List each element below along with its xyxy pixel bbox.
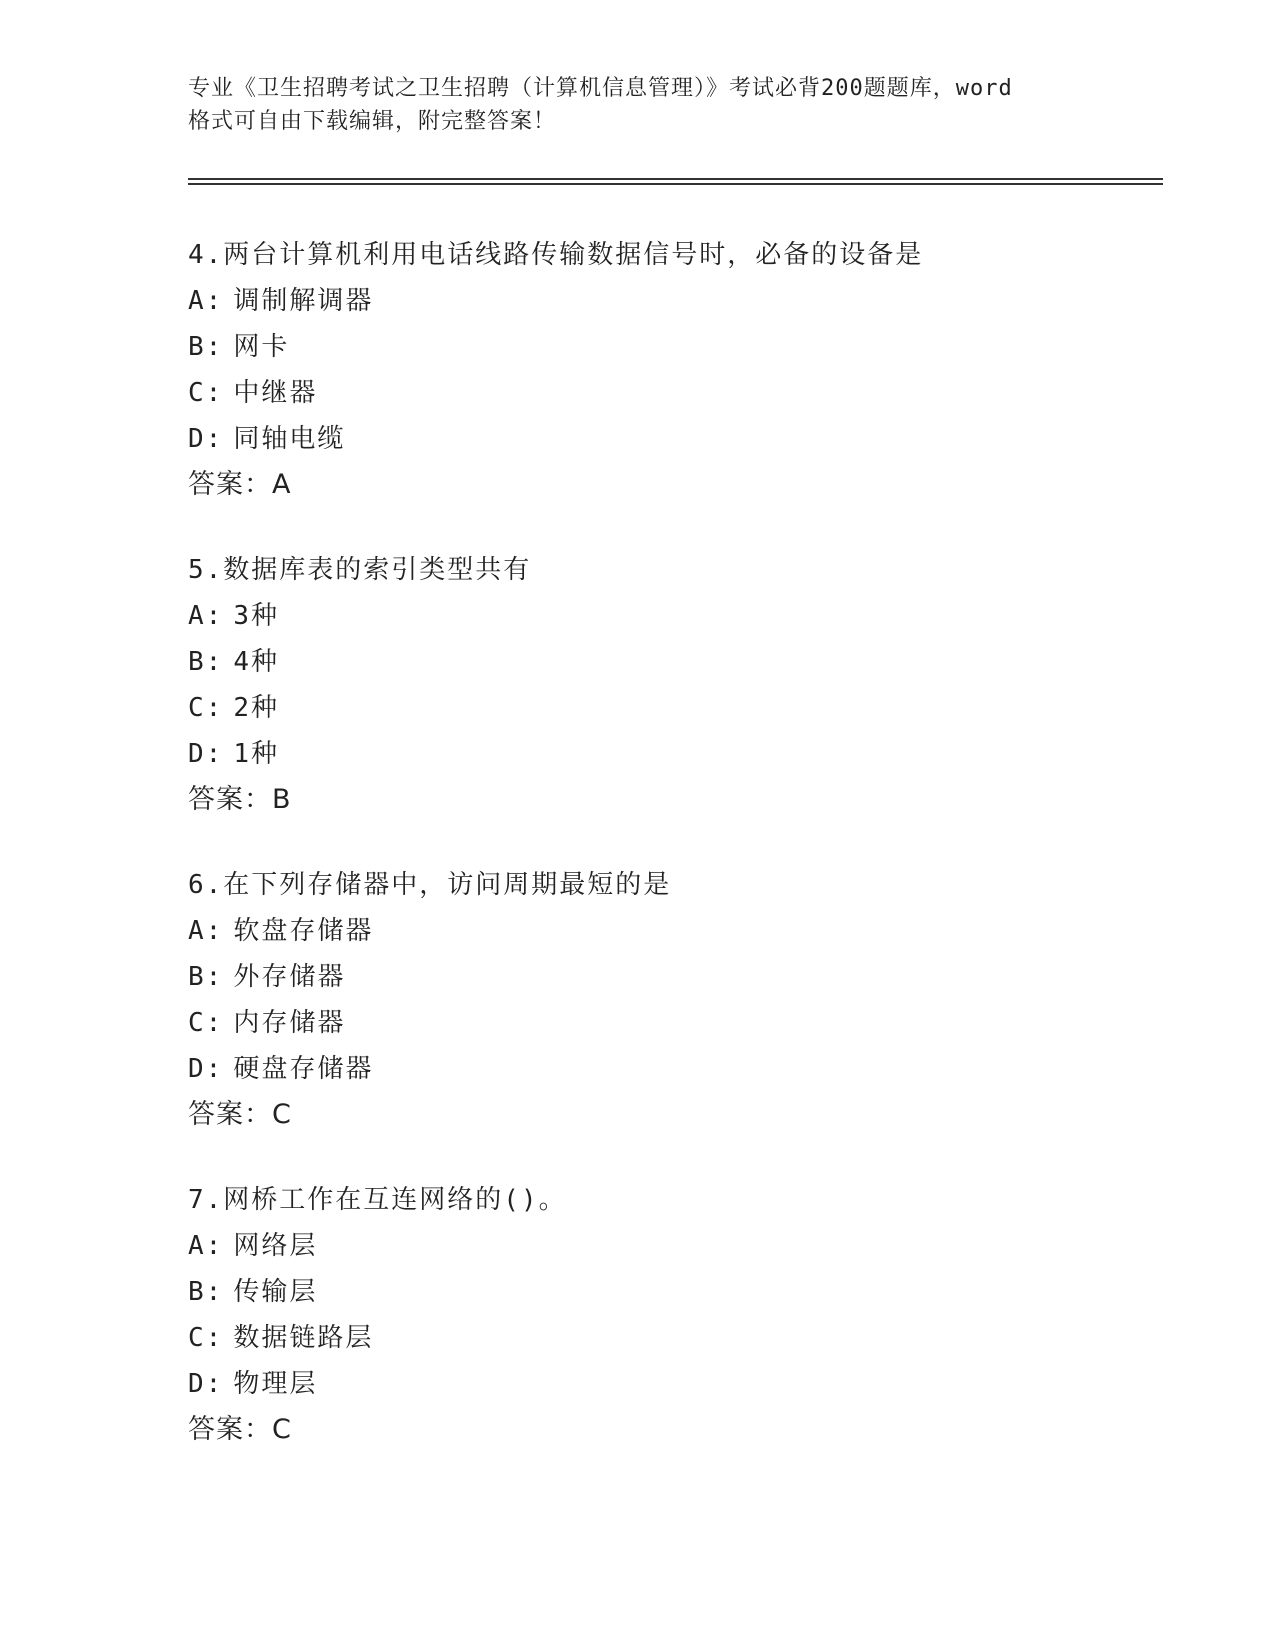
option-d (188, 1046, 1188, 1092)
option-a (188, 1223, 1188, 1269)
answer-line: 答案：C (188, 1099, 292, 1130)
option-d (188, 1361, 1188, 1407)
option-text: 网络层 (233, 1231, 318, 1261)
option-key: D: (188, 1369, 224, 1399)
option-key: D: (188, 739, 224, 769)
option-text: 内存储器 (233, 1008, 346, 1038)
option-key: B: (188, 1277, 224, 1307)
question-block (188, 232, 1188, 508)
question-stem: 4.两台计算机利用电话线路传输数据信号时，必备的设备是 (188, 240, 924, 270)
option-a (188, 278, 1188, 324)
question-stem: 5.数据库表的索引类型共有 (188, 555, 532, 585)
option-key: B: (188, 332, 224, 362)
header-divider-bottom (188, 183, 1163, 185)
option-b (188, 324, 1188, 370)
option-c (188, 1000, 1188, 1046)
question-block (188, 862, 1188, 1138)
option-text: 软盘存储器 (233, 916, 374, 946)
option-c (188, 370, 1188, 416)
document-header (188, 72, 1088, 138)
option-text: 网卡 (233, 332, 290, 362)
option-key: B: (188, 962, 224, 992)
option-text: 调制解调器 (233, 286, 374, 316)
option-key: A: (188, 1231, 224, 1261)
question-block (188, 547, 1188, 823)
option-key: D: (188, 1054, 224, 1084)
option-text: 3种 (233, 601, 279, 631)
option-key: A: (188, 601, 224, 631)
option-text: 2种 (233, 693, 279, 723)
answer-line: 答案：A (188, 469, 292, 500)
option-text: 同轴电缆 (233, 424, 346, 454)
option-b (188, 639, 1188, 685)
header-line-1: 专业《卫生招聘考试之卫生招聘（计算机信息管理）》考试必背200题题库，word (188, 76, 1013, 101)
question-stem: 6.在下列存储器中，访问周期最短的是 (188, 870, 672, 900)
option-text: 4种 (233, 647, 279, 677)
option-d (188, 416, 1188, 462)
option-c (188, 1315, 1188, 1361)
answer-line: 答案：C (188, 1414, 292, 1445)
option-key: B: (188, 647, 224, 677)
answer-line: 答案：B (188, 784, 292, 815)
option-key: D: (188, 424, 224, 454)
option-key: C: (188, 693, 224, 723)
option-b (188, 954, 1188, 1000)
option-text: 硬盘存储器 (233, 1054, 374, 1084)
option-key: C: (188, 378, 224, 408)
option-d (188, 731, 1188, 777)
header-divider-top (188, 178, 1163, 180)
option-text: 中继器 (233, 378, 318, 408)
question-block (188, 1177, 1188, 1453)
option-key: C: (188, 1008, 224, 1038)
option-text: 外存储器 (233, 962, 346, 992)
option-text: 1种 (233, 739, 279, 769)
option-a (188, 593, 1188, 639)
option-text: 传输层 (233, 1277, 318, 1307)
option-text: 物理层 (233, 1369, 318, 1399)
option-c (188, 685, 1188, 731)
option-key: A: (188, 916, 224, 946)
header-line-2: 格式可自由下载编辑，附完整答案！ (188, 109, 557, 134)
question-stem: 7.网桥工作在互连网络的()。 (188, 1185, 567, 1215)
option-b (188, 1269, 1188, 1315)
option-key: C: (188, 1323, 224, 1353)
option-key: A: (188, 286, 224, 316)
option-a (188, 908, 1188, 954)
option-text: 数据链路层 (233, 1323, 374, 1353)
